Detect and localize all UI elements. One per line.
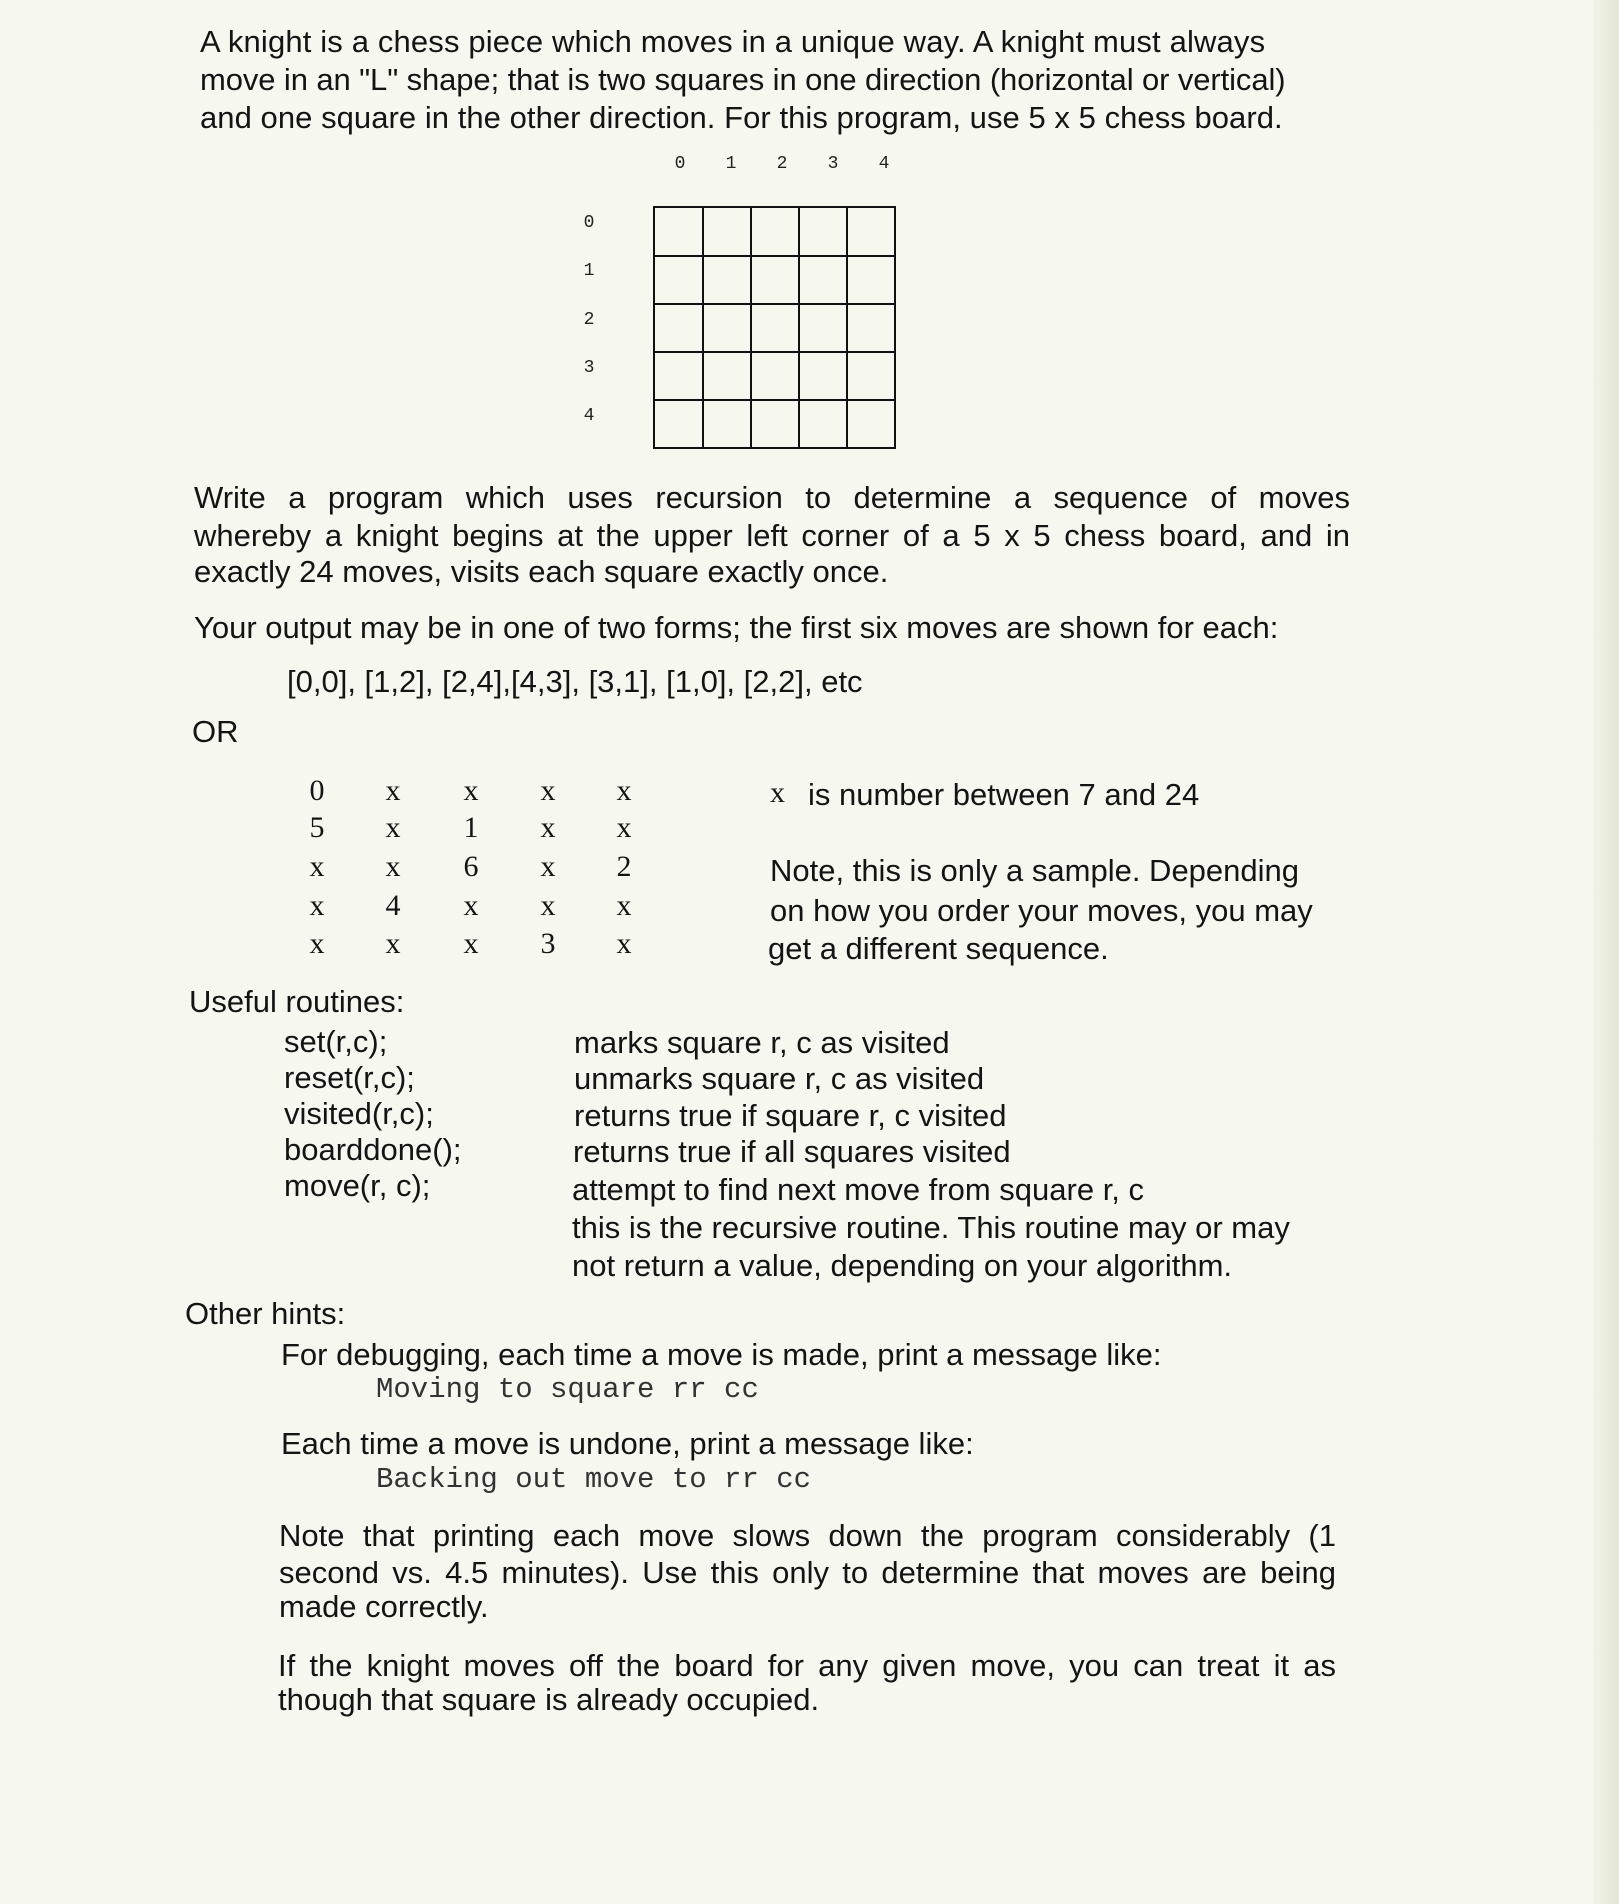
debug-code-sample: Moving to square rr cc [376, 1373, 759, 1406]
row-label: 3 [583, 358, 595, 378]
row-label: 2 [583, 310, 595, 330]
row-label: 4 [583, 406, 595, 426]
undo-instruction: Each time a move is undone, print a message like: [281, 1426, 974, 1461]
task-line: exactly 24 moves, visits each square exactly once. [194, 554, 889, 589]
sample-grid-cell: x [463, 927, 479, 960]
sample-grid-cell: x [385, 927, 401, 960]
debug-instruction: For debugging, each time a move is made, print a message like: [281, 1337, 1162, 1372]
routine-desc: unmarks square r, c as visited [574, 1061, 985, 1096]
offboard-note-line: though that square is already occupied. [278, 1682, 820, 1717]
sample-grid-cell: 1 [463, 811, 479, 844]
routine-desc-extra: this is the recursive routine. This routine may or may [572, 1210, 1290, 1245]
sample-grid-cell: x [385, 850, 401, 883]
hints-heading: Other hints: [185, 1296, 346, 1331]
sample-grid-cell: x [616, 811, 632, 844]
x-symbol: x [770, 776, 785, 809]
routine-desc: returns true if square r, c visited [574, 1098, 1007, 1133]
sample-grid-cell: 5 [309, 811, 325, 844]
performance-note-line: Note that printing each move slows down the program considerably (1 [279, 1518, 1336, 1553]
board-gridline [702, 208, 704, 447]
output-sequence: [0,0], [1,2], [2,4],[4,3], [3,1], [1,0], [2,2], etc [287, 664, 863, 699]
row-label: 0 [583, 213, 595, 233]
board-gridline [798, 208, 800, 447]
intro-line: A knight is a chess piece which moves in a unique way. A knight must always [200, 24, 1266, 59]
board-gridline [750, 208, 752, 447]
sample-grid-cell: x [616, 774, 632, 807]
col-label: 2 [776, 154, 788, 174]
sample-grid-cell: 6 [463, 850, 479, 883]
sample-note-line: get a different sequence. [768, 931, 1109, 966]
performance-note-line: second vs. 4.5 minutes). Use this only to determine that moves are being [279, 1555, 1336, 1590]
routine-name: visited(r,c); [284, 1096, 434, 1131]
board-gridline [655, 303, 894, 305]
task-line: Write a program which uses recursion to determine a sequence of moves [194, 480, 1350, 515]
sample-grid-cell: 2 [616, 850, 632, 883]
routine-name: move(r, c); [284, 1168, 431, 1203]
or-label: OR [192, 714, 239, 749]
col-label: 0 [674, 154, 686, 174]
sample-grid-cell: x [540, 811, 556, 844]
routines-heading: Useful routines: [189, 984, 405, 1019]
intro-line: and one square in the other direction. For this program, use 5 x 5 chess board. [200, 100, 1283, 135]
routine-desc-extra: not return a value, depending on your algorithm. [572, 1248, 1233, 1283]
chess-board [653, 206, 896, 449]
page-edge [1593, 0, 1619, 1904]
undo-code-sample: Backing out move to rr cc [376, 1463, 812, 1496]
offboard-note-line: If the knight moves off the board for any given move, you can treat it as [278, 1648, 1336, 1683]
sample-grid-cell: x [616, 889, 632, 922]
sample-grid-cell: x [463, 889, 479, 922]
performance-note-line: made correctly. [279, 1589, 489, 1624]
board-gridline [655, 255, 894, 257]
routine-desc: marks square r, c as visited [574, 1025, 950, 1060]
col-label: 1 [725, 154, 737, 174]
sample-grid-cell: x [616, 927, 632, 960]
routine-name: reset(r,c); [284, 1060, 415, 1095]
row-label: 1 [583, 261, 595, 281]
board-gridline [655, 351, 894, 353]
routine-name: boarddone(); [284, 1132, 462, 1167]
sample-grid-cell: 4 [385, 889, 401, 922]
routine-desc: attempt to find next move from square r, c [572, 1172, 1145, 1207]
sample-grid-cell: x [540, 774, 556, 807]
sample-grid-cell: x [309, 850, 325, 883]
routine-name: set(r,c); [284, 1024, 388, 1059]
intro-line: move in an "L" shape; that is two squares in one direction (horizontal or vertical) [200, 62, 1286, 97]
task-line: whereby a knight begins at the upper left corner of a 5 x 5 chess board, and in [194, 518, 1350, 553]
col-label: 4 [878, 154, 890, 174]
sample-note-line: Note, this is only a sample. Depending [770, 853, 1300, 888]
output-intro: Your output may be in one of two forms; the first six moves are shown for each: [194, 610, 1279, 645]
sample-grid-cell: x [309, 927, 325, 960]
sample-grid-cell: 3 [540, 927, 556, 960]
sample-grid-cell: x [540, 850, 556, 883]
x-note: is number between 7 and 24 [808, 777, 1200, 812]
sample-grid-cell: x [309, 889, 325, 922]
sample-grid-cell: 0 [309, 774, 325, 807]
col-label: 3 [827, 154, 839, 174]
board-gridline [846, 208, 848, 447]
board-gridline [655, 399, 894, 401]
routine-desc: returns true if all squares visited [573, 1134, 1011, 1169]
sample-note-line: on how you order your moves, you may [770, 893, 1313, 928]
sample-grid-cell: x [385, 811, 401, 844]
sample-grid-cell: x [540, 889, 556, 922]
sample-grid-cell: x [463, 774, 479, 807]
sample-grid-cell: x [385, 774, 401, 807]
